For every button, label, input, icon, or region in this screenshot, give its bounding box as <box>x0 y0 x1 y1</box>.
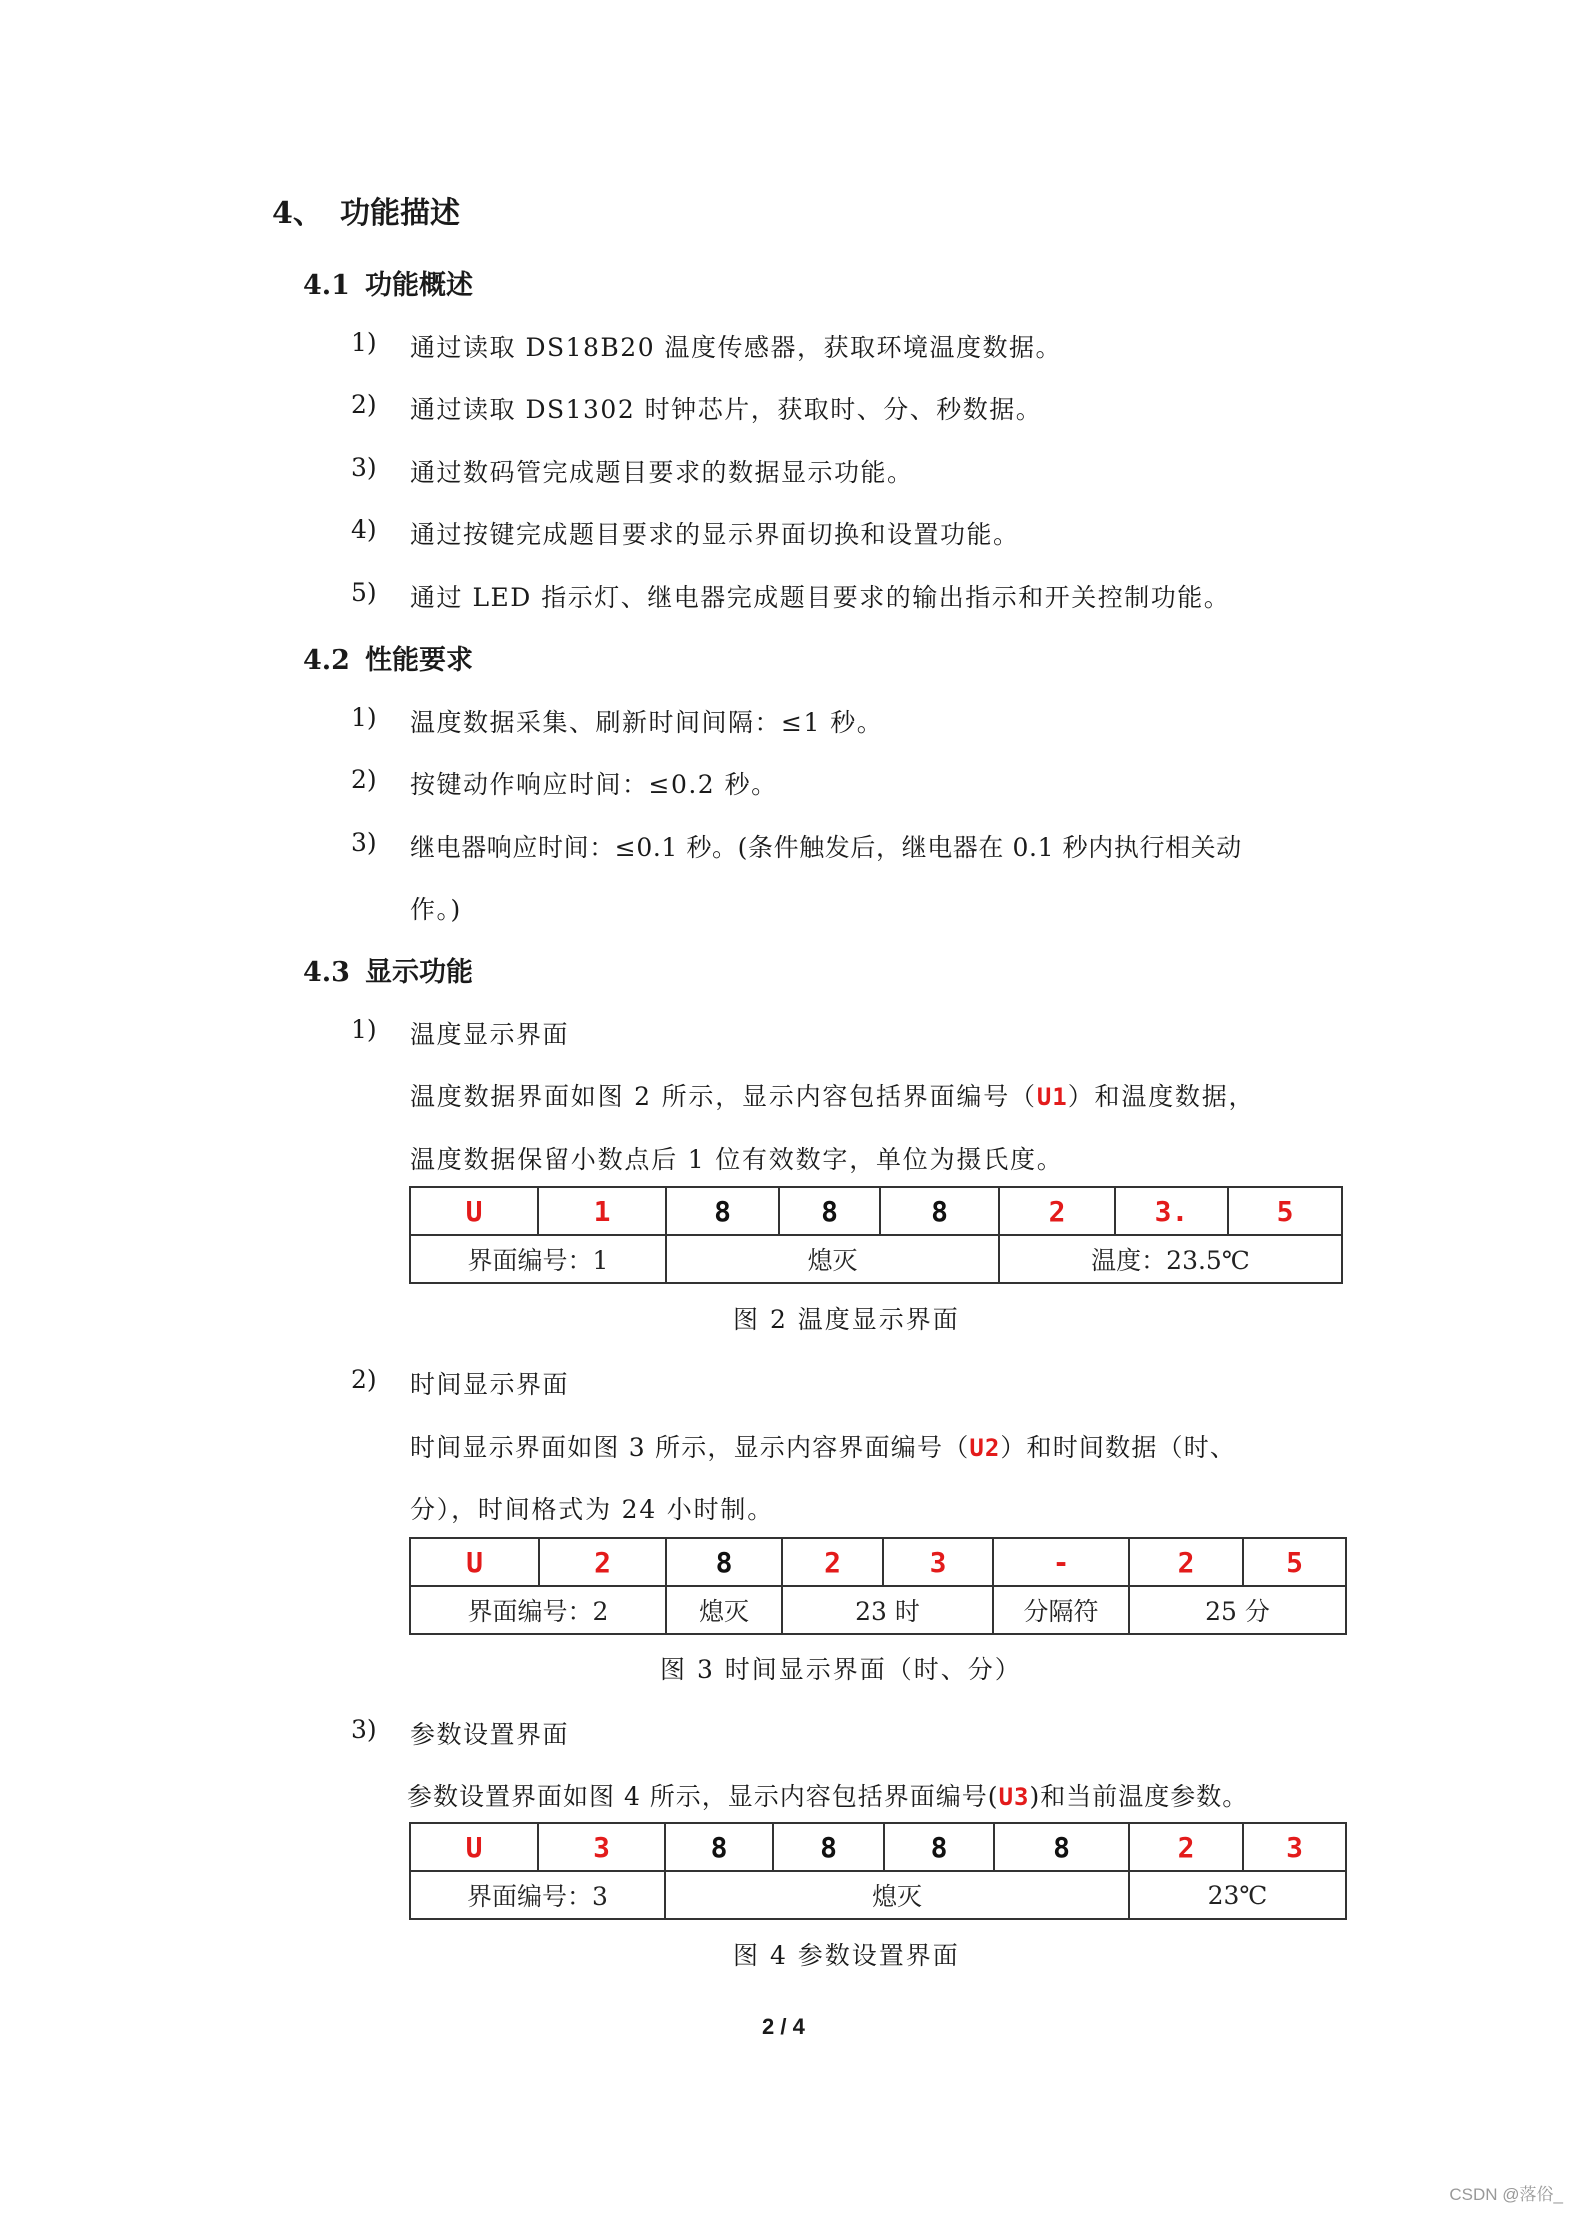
time-display-desc-2: 分），时间格式为 24 小时制。 <box>410 1495 775 1524</box>
digit-cell: 3 <box>1243 1823 1346 1871</box>
list-number: 1) <box>351 703 377 732</box>
list-text: 通过 LED 指示灯、继电器完成题目要求的输出指示和开关控制功能。 <box>410 583 1231 612</box>
time-display-table <box>409 1537 1347 1635</box>
digit-cell: 5 <box>1228 1187 1342 1235</box>
label-row <box>410 1235 1342 1283</box>
digit-cell: - <box>993 1538 1129 1586</box>
digit-cell: 8 <box>779 1187 880 1235</box>
digit-cell: U <box>410 1187 538 1235</box>
subsection-number: 4.2 <box>303 645 350 676</box>
section-title: 功能描述 <box>340 196 460 231</box>
digit-row <box>410 1187 1342 1235</box>
list-number: 1) <box>351 328 377 357</box>
list-text: 通过读取 DS18B20 温度传感器，获取环境温度数据。 <box>410 333 1063 362</box>
digit-cell: 1 <box>538 1187 666 1235</box>
temp-display-desc <box>410 1077 1255 1113</box>
param-display-desc <box>407 1777 1248 1813</box>
list-number: 2) <box>351 765 377 794</box>
digit-cell: 3 <box>538 1823 665 1871</box>
digit-cell: U <box>410 1538 539 1586</box>
subsection-title: 功能概述 <box>365 270 473 301</box>
digit-row <box>410 1823 1346 1871</box>
digit-cell: 8 <box>666 1538 782 1586</box>
digit-cell: 8 <box>994 1823 1129 1871</box>
figure-caption: 图 3 时间显示界面（时、分） <box>660 1655 1022 1684</box>
label-row <box>410 1871 1346 1919</box>
text: 温度数据界面如图 2 所示，显示内容包括界面编号（ <box>410 1082 1037 1111</box>
text: )和当前温度参数。 <box>1029 1782 1249 1811</box>
section-heading <box>272 188 460 232</box>
digit-cell: 3 <box>883 1538 993 1586</box>
segment-code: U2 <box>969 1434 1001 1462</box>
page-number: 2 / 4 <box>762 2014 805 2039</box>
subsection-number: 4.1 <box>303 270 350 301</box>
label-cell: 温度：23.5℃ <box>999 1235 1342 1283</box>
list-text: 通过按键完成题目要求的显示界面切换和设置功能。 <box>410 520 1020 549</box>
digit-cell: 8 <box>880 1187 999 1235</box>
digit-cell: U <box>410 1823 538 1871</box>
digit-cell: 3. <box>1115 1187 1228 1235</box>
text: ）和温度数据， <box>1067 1082 1256 1111</box>
subsection-number: 4.3 <box>303 957 350 988</box>
figure-caption: 图 2 温度显示界面 <box>733 1305 960 1334</box>
list-number: 1) <box>351 1015 377 1044</box>
text: ）和时间数据（时、 <box>1000 1433 1237 1462</box>
digit-row <box>410 1538 1346 1586</box>
param-display-title: 参数设置界面 <box>410 1720 570 1749</box>
digit-cell: 2 <box>782 1538 883 1586</box>
digit-cell: 8 <box>773 1823 884 1871</box>
time-display-desc <box>410 1428 1236 1464</box>
list-number: 3) <box>351 453 377 482</box>
list-number: 3) <box>351 1715 377 1744</box>
section-number: 4、 <box>272 196 323 231</box>
segment-code: U1 <box>1036 1083 1068 1111</box>
digit-cell: 5 <box>1243 1538 1346 1586</box>
list-number: 5) <box>351 578 377 607</box>
temp-display-desc-2: 温度数据保留小数点后 1 位有效数字，单位为摄氏度。 <box>410 1145 1064 1174</box>
subsection-heading-4-1 <box>303 263 473 302</box>
digit-cell: 2 <box>1129 1823 1243 1871</box>
subsection-heading-4-2 <box>303 638 473 677</box>
digit-cell: 8 <box>884 1823 994 1871</box>
list-number: 4) <box>351 515 377 544</box>
list-text: 通过数码管完成题目要求的数据显示功能。 <box>410 458 914 487</box>
digit-cell: 2 <box>999 1187 1115 1235</box>
list-text: 按键动作响应时间：≤0.2 秒。 <box>410 770 778 799</box>
text: 时间显示界面如图 3 所示，显示内容界面编号（ <box>410 1433 970 1462</box>
list-text-continuation: 作。) <box>410 895 462 924</box>
text: 参数设置界面如图 4 所示，显示内容包括界面编号( <box>407 1782 999 1811</box>
digit-cell: 2 <box>1129 1538 1243 1586</box>
param-display-table <box>409 1822 1347 1920</box>
label-cell: 23℃ <box>1129 1871 1346 1919</box>
list-number: 2) <box>351 1365 377 1394</box>
figure-caption: 图 4 参数设置界面 <box>733 1941 960 1970</box>
label-cell: 界面编号：2 <box>410 1586 666 1634</box>
list-number: 2) <box>351 390 377 419</box>
label-cell: 熄灭 <box>666 1235 999 1283</box>
label-cell: 熄灭 <box>666 1586 782 1634</box>
list-text: 通过读取 DS1302 时钟芯片，获取时、分、秒数据。 <box>410 395 1043 424</box>
label-cell: 熄灭 <box>665 1871 1129 1919</box>
digit-cell: 8 <box>666 1187 779 1235</box>
temp-display-table <box>409 1186 1343 1284</box>
label-cell: 25 分 <box>1129 1586 1346 1634</box>
list-text: 继电器响应时间：≤0.1 秒。(条件触发后，继电器在 0.1 秒内执行相关动 <box>410 833 1242 862</box>
label-cell: 界面编号：3 <box>410 1871 665 1919</box>
subsection-title: 性能要求 <box>365 645 473 676</box>
subsection-title: 显示功能 <box>365 957 473 988</box>
segment-code: U3 <box>998 1783 1030 1811</box>
watermark: CSDN @落俗_ <box>1449 2185 1563 2204</box>
subsection-heading-4-3 <box>303 950 473 989</box>
label-cell: 分隔符 <box>993 1586 1129 1634</box>
label-cell: 界面编号：1 <box>410 1235 666 1283</box>
list-text: 温度数据采集、刷新时间间隔：≤1 秒。 <box>410 708 884 737</box>
label-row <box>410 1586 1346 1634</box>
label-cell: 23 时 <box>782 1586 993 1634</box>
time-display-title: 时间显示界面 <box>410 1370 570 1399</box>
digit-cell: 8 <box>665 1823 773 1871</box>
list-number: 3) <box>351 828 377 857</box>
digit-cell: 2 <box>539 1538 666 1586</box>
temp-display-title: 温度显示界面 <box>410 1020 570 1049</box>
